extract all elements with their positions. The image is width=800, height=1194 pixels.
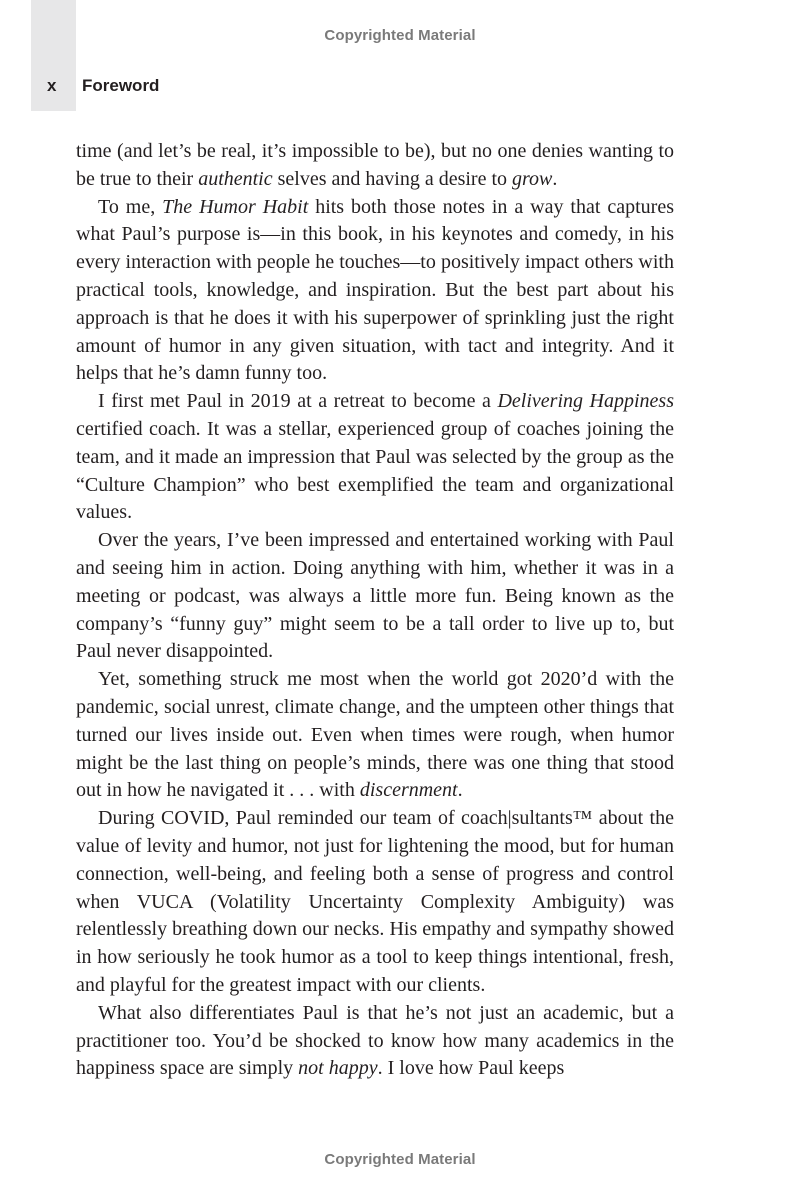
paragraph	[76, 1000, 674, 1083]
paragraph	[76, 388, 674, 527]
italic-run: authentic	[198, 167, 273, 190]
paragraph	[76, 666, 674, 805]
text-run: selves and having a desire to	[272, 167, 512, 190]
italic-run: discernment	[359, 779, 458, 802]
text-run: .	[457, 779, 463, 802]
paragraph	[76, 138, 674, 194]
text-run: Over the years, I’ve been impressed and entertained working with Paul and seeing him in action. Doing anything with him, whether it was in a meeting or podcast, was always a little more fun. Being known as the company’s “funny guy” might seem to be a tall order to live up to, but Paul never disappointed.	[76, 529, 674, 663]
section-title: Foreword	[82, 76, 160, 95]
text-run: During COVID, Paul reminded our team of coach|sultants™ about the value of levity and humor, not just for lightening the mood, but for human connection, well-being, and feeling both a sense of progress and control when VUCA (Volatility Uncertainty Complexity Ambiguity) was relentlessly breathing down our necks. His empathy and sympathy showed in how seriously he took humor as a tool to keep things intentional, fresh, and playful for the greatest impact with our clients.	[76, 807, 674, 996]
paragraph	[76, 194, 674, 389]
text-run: . I love how Paul keeps	[377, 1057, 565, 1080]
page-number: x	[47, 76, 57, 95]
paragraph	[76, 805, 674, 1000]
italic-run: not happy	[298, 1057, 378, 1080]
text-run: Yet, something struck me most when the world got 2020’d with the pandemic, social unrest, climate change, and the umpteen other things that turned our lives inside out. Even when times were rough, when humor might be the last thing on people’s minds, there was one thing that stood out in how he navigated it . . . with	[76, 668, 674, 802]
text-run: What also differentiates Paul is that he’s not just an academic, but a practitioner too. You’d be shocked to know how many academics in the happiness space are simply	[76, 1001, 674, 1080]
text-run: time (and let’s be real, it’s impossible to be), but no one denies wanting to be true to their	[76, 140, 674, 190]
copyright-banner-bottom: Copyrighted Material	[324, 1151, 476, 1168]
italic-run: Delivering Happiness	[497, 390, 674, 413]
running-head	[47, 76, 159, 96]
paragraph	[76, 527, 674, 666]
body-text	[76, 138, 674, 1083]
copyright-banner-top: Copyrighted Material	[324, 27, 476, 44]
italic-run: grow	[512, 167, 553, 190]
text-run: certified coach. It was a stellar, experienced group of coaches joining the team, and it made an impression that Paul was selected by the group as the “Culture Champion” who best exemplified the team and organizational values.	[76, 417, 674, 524]
italic-run: The Humor Habit	[162, 195, 309, 218]
text-run: .	[552, 167, 558, 190]
text-run: I first met Paul in 2019 at a retreat to become a	[98, 390, 498, 413]
text-run: To me,	[98, 195, 163, 218]
text-run: hits both those notes in a way that captures what Paul’s purpose is—in this book, in his keynotes and comedy, in his every interaction with people he touches—to positively impact others with practical tools, knowledge, and inspiration. But the best part about his approach is that he does it with his superpower of sprinkling just the right amount of humor in any given situation, with tact and integrity. And it helps that he’s damn funny too.	[76, 195, 674, 385]
